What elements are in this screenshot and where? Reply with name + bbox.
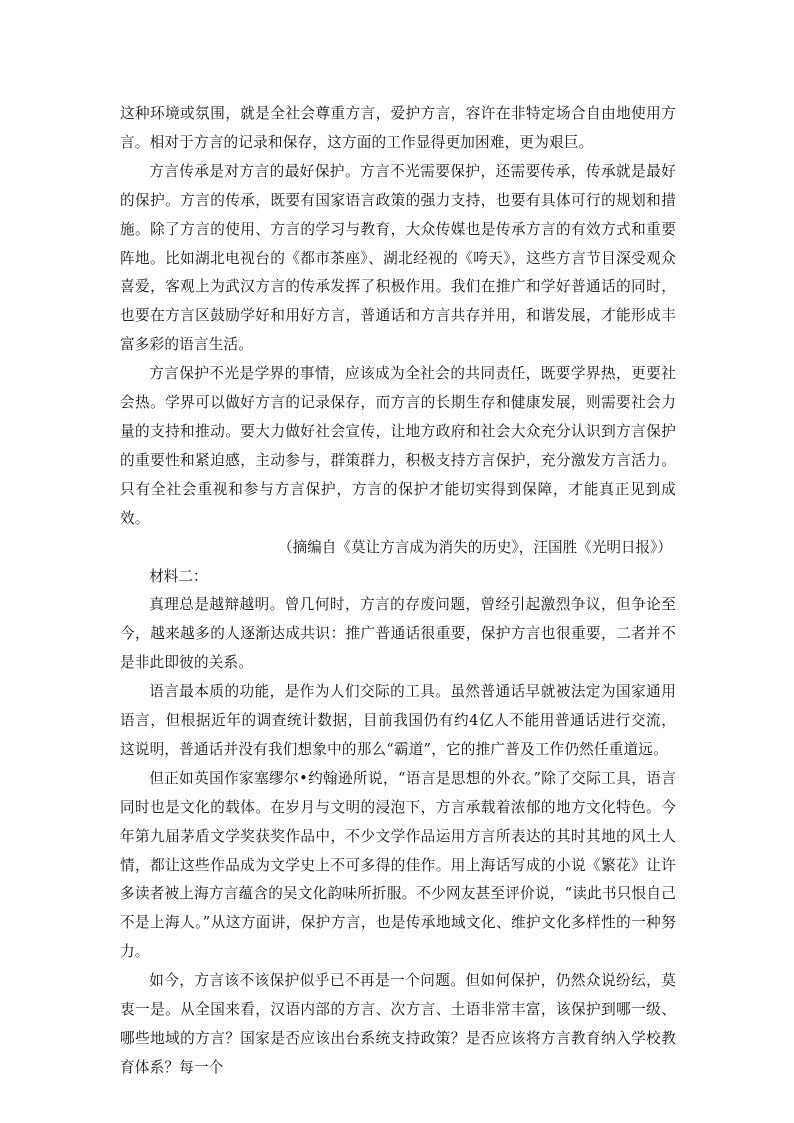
document-body <box>120 100 676 1083</box>
paragraph-continuation: 这种环境或氛围，就是全社会尊重方言，爱护方言，容许在非特定场合自由地使用方言。相对于方言的记录和保存，这方面的工作显得更加困难，更为艰巨。 <box>120 105 676 151</box>
paragraph-social-responsibility: 方言保护不光是学界的事情，应该成为全社会的共同责任，既要学界热，更要社会热。学界可以做好方言的记录保存，而方言的长期生存和健康发展，则需要社会力量的支持和推动。要大力做好社会宣传，让地方政府和社会大众充分认识到方言保护的重要性和紧迫感，主动参与，群策群力，积极支持方言保护，充分激发方言活力。只有全社会重视和参与方言保护，方言的保护才能切实得到保障，才能真正见到成效。 <box>120 365 676 527</box>
paragraph-dialect-inheritance: 方言传承是对方言的最好保护。方言不光需要保护，还需要传承，传承就是最好的保护。方言的传承，既要有国家语言政策的强力支持，也要有具体可行的规划和措施。除了方言的使用、方言的学习与教育，大众传媒也是传承方言的有效方式和重要阵地。比如湖北电视台的《都市茶座》、湖北经视的《咵天》，这些方言节目深受观众喜爱，客观上为武汉方言的传承发挥了积极作用。我们在推广和学好普通话的同时，也要在方言区鼓励学好和用好方言，普通话和方言共存并用，和谐发展，才能形成丰富多彩的语言生活。 <box>120 162 676 354</box>
material-two-label: 材料二： <box>149 567 208 585</box>
paragraph-how-to-protect: 如今，方言该不该保护似乎已不再是一个问题。但如何保护，仍然众说纷纭，莫衷一是。从全国来看，汉语内部的方言、次方言、土语非常丰富，该保护到哪一级、哪些地域的方言？国家是否应该出台系统支持政策？是否应该将方言教育纳入学校教育体系？每一个 <box>120 972 676 1076</box>
paragraph-language-function: 语言最本质的功能，是作为人们交际的工具。虽然普通话早就被法定为国家通用语言，但根据近年的调查统计数据，目前我国仍有约4亿人不能用普通话进行交流，这说明，普通话并没有我们想象中的那么“霸道”，它的推广普及工作仍然任重道远。 <box>120 683 676 758</box>
paragraph-truth-debate: 真理总是越辩越明。曾几何时，方言的存废问题，曾经引起激烈争议，但争论至今，越来越多的人逐渐达成共识：推广普通话很重要，保护方言也很重要，二者并不是非此即彼的关系。 <box>120 596 676 672</box>
source-citation: （摘编自《莫让方言成为消失的历史》，汪国胜《光明日报》） <box>277 538 672 556</box>
paragraph-culture-carrier: 但正如英国作家塞缪尔•约翰逊所说，“语言是思想的外衣。”除了交际工具，语言同时也是文化的载体。在岁月与文明的浸泡下，方言承载着浓郁的地方文化特色。今年第九届茅盾文学奖获奖作品中，不少文学作品运用方言所表达的其时其地的风土人情，都让这些作品成为文学史上不可多得的佳作。用上海话写成的小说《繁花》让许多读者被上海方言蕴含的吴文化韵味所折服。不少网友甚至评价说，“读此书只恨自己不是上海人。”从这方面讲，保护方言，也是传承地域文化、维护文化多样性的一种努力。 <box>120 769 676 961</box>
